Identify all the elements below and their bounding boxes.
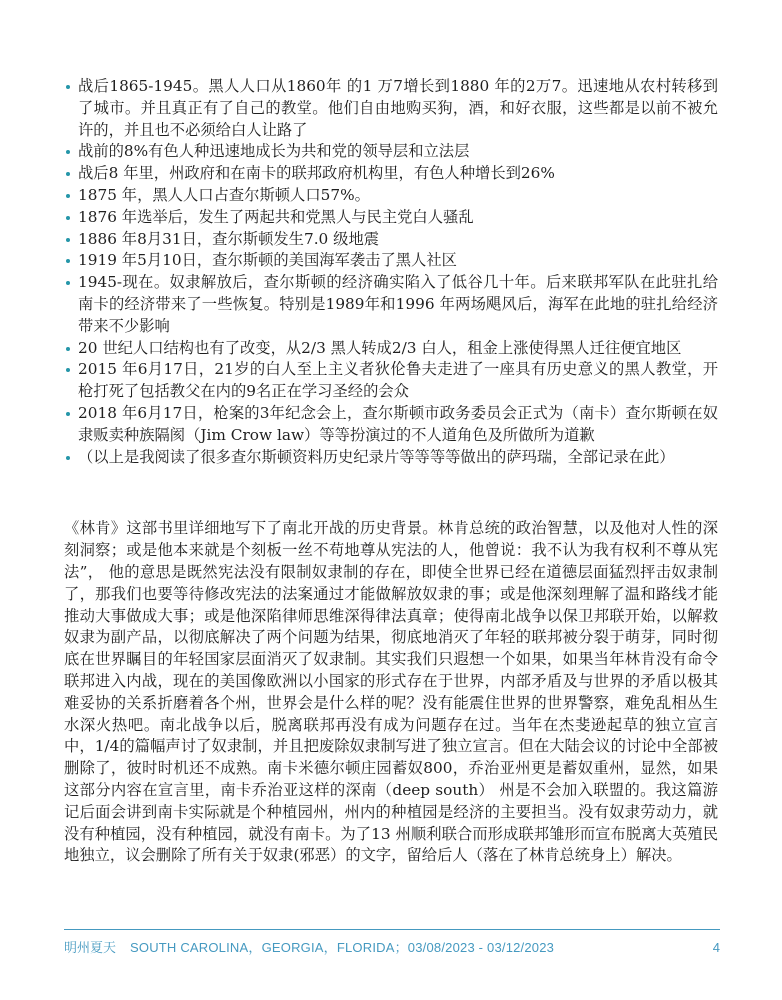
charleston-history-list [64, 76, 718, 468]
list-item: 战前的8%有色人种迅速地成长为共和党的领导层和立法层 [64, 141, 718, 163]
list-item: 20 世纪人口结构也有了改变，从2/3 黑人转成2/3 白人，租金上涨使得黑人迁往便宜地区 [64, 338, 718, 360]
list-item: 1886 年8月31日，查尔斯顿发生7.0 级地震 [64, 229, 718, 251]
lincoln-paragraph: 《林肯》这部书里详细地写下了南北开战的历史背景。林肯总统的政治智慧，以及他对人性的深刻洞察；或是他本来就是个刻板一丝不苟地尊从宪法的人，他曾说：我不认为我有权利不尊从宪法”， 他的意思是既然宪法没有限制奴隶制的存在，即使全世界已经在道德层面猛烈抨击奴隶制了，那我们也要等待修改宪法的法案通过才能做解放奴隶的事；或是他深刻理解了温和路线才能推动大事做成大事；或是他深陷律师思维深得律法真章；使得南北战争以保卫邦联开始，以解救奴隶为副产品，以彻底解决了两个问题为结果，彻底地消灭了年轻的联邦被分裂于萌芽，同时彻底在世界瞩目的年轻国家层面消灭了奴隶制。其实我们只遐想一个如果，如果当年林肯没有命令联邦进入内战，现在的美国像欧洲以小国家的形式存在于世界，内部矛盾及与世界的矛盾以极其难妥协的关系折磨着各个州，世界会是什么样的呢？没有能震住世界的世界警察，难免乱相丛生水深火热吧。南北战争以后，脱离联邦再没有成为问题存在过。当年在杰斐逊起草的独立宣言中，1/4的篇幅声讨了奴隶制，并且把废除奴隶制写进了独立宣言。但在大陆会议的讨论中全部被删除了，彼时时机还不成熟。南卡米德尔顿庄园蓄奴800，乔治亚州更是蓄奴重州，显然，如果这部分内容在宣言里，南卡乔治亚这样的深南（deep south） 州是不会加入联盟的。我这篇游记后面会讲到南卡实际就是个种植园州，州内的种植园是经济的主要担当。没有奴隶劳动力，就没有种植园，没有种植园，就没有南卡。为了13 州顺利联合而形成联邦雏形而宣布脱离大英殖民地独立，议会删除了所有关于奴隶(邪恶）的文字，留给后人（落在了林肯总统身上）解决。 [64, 519, 718, 865]
list-item: 1919 年5月10日，查尔斯顿的美国海军袭击了黑人社区 [64, 250, 718, 272]
footer-site-name: 明州夏天 [64, 940, 117, 955]
list-item: 2015 年6月17日，21岁的白人至上主义者狄伦鲁夫走进了一座具有历史意义的黑人教堂，开枪打死了包括教父在内的9名正在学习圣经的会众 [64, 359, 718, 403]
list-item: 战后1865-1945。黑人人口从1860年 的1 万7增长到1880 年的2万7。迅速地从农村转移到了城市。并且真正有了自己的教堂。他们自由地购买狗，酒，和好衣服，这些都是以前不被允许的，并且也不必须给白人让路了 [64, 76, 718, 141]
list-item: 1876 年选举后，发生了两起共和党黑人与民主党白人骚乱 [64, 207, 718, 229]
list-item: 2018 年6月17日，枪案的3年纪念会上，查尔斯顿市政务委员会正式为（南卡）查尔斯顿在奴隶贩卖种族隔阂（Jim Crow law）等等扮演过的不人道角色及所做所为道歉 [64, 403, 718, 447]
footer-row [64, 937, 720, 956]
document-page-content [64, 76, 718, 867]
footer-divider [64, 929, 720, 930]
list-item: 1945-现在。奴隶解放后，查尔斯顿的经济确实陷入了低谷几十年。后来联邦军队在此驻扎给南卡的经济带来了一些恢复。特别是1989年和1996 年两场飓风后，海军在此地的驻扎给经济带来不少影响 [64, 272, 718, 337]
list-item: 战后8 年里，州政府和在南卡的联邦政府机构里，有色人种增长到26% [64, 163, 718, 185]
footer-trip-info: SOUTH CAROLINA，GEORGIA，FLORIDA；03/08/2023 - 03/12/2023 [130, 940, 555, 955]
list-item: （以上是我阅读了很多查尔斯顿资料历史纪录片等等等等做出的萨玛瑞，全部记录在此） [64, 447, 718, 469]
page-footer [64, 929, 720, 956]
page-number: 4 [712, 940, 720, 955]
list-item: 1875 年，黑人人口占查尔斯顿人口57%。 [64, 185, 718, 207]
